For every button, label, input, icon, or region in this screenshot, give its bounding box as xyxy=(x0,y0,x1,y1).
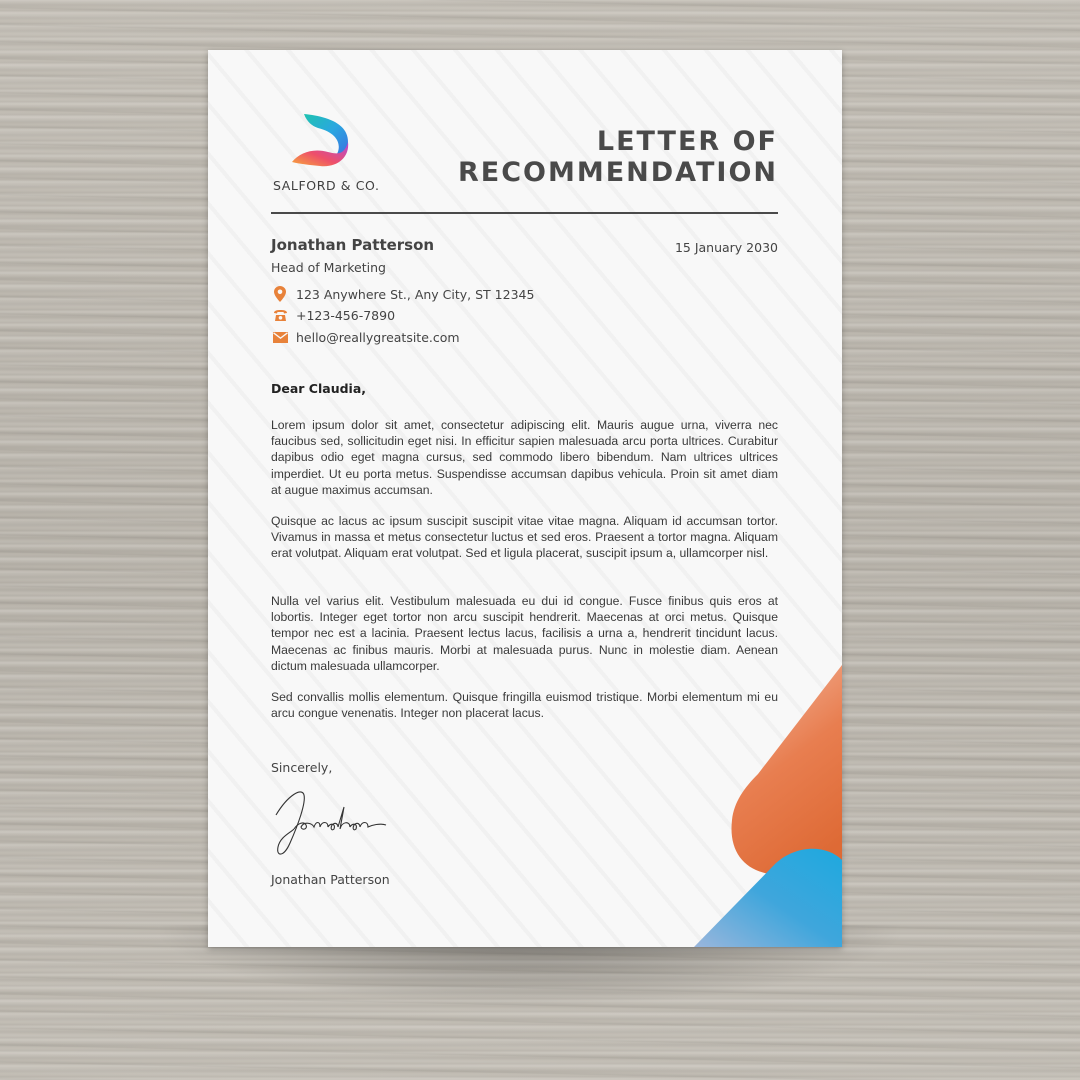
letter-page xyxy=(208,50,842,947)
body-paragraph-4: Sed convallis mollis elementum. Quisque fringilla euismod tristique. Morbi elementum mi eu arcu congue venenatis. Integer non placerat lacus. xyxy=(271,690,778,721)
header-divider xyxy=(271,212,778,214)
decorative-corner-shapes xyxy=(678,650,842,947)
map-pin-icon xyxy=(271,286,289,302)
contact-phone xyxy=(271,306,395,324)
title-line-2: RECOMMENDATION xyxy=(457,157,778,188)
sender-name: Jonathan Patterson xyxy=(271,236,435,254)
company-name: SALFORD & CO. xyxy=(273,178,380,193)
body-paragraph-1: Lorem ipsum dolor sit amet, consectetur adipiscing elit. Mauris augue urna, viverra nec faucibus sed, sollicitudin eget nisi. In efficitur sapien malesuada arcu porta ultrices. Curabitur dapibus odio eget magna cursus, sed commodo libero bibendum. Nam ultrices ultrices imperdiet. Ut eu porta metus. Suspendisse accumsan dapibus vehicula. Proin sit amet diam at augue maximus accumsan. xyxy=(271,418,778,497)
document-title xyxy=(458,126,778,188)
closing: Sincerely, xyxy=(271,760,333,775)
sender-role: Head of Marketing xyxy=(271,260,386,275)
signer-name: Jonathan Patterson xyxy=(271,872,390,887)
email-text: hello@reallygreatsite.com xyxy=(296,329,460,345)
envelope-icon xyxy=(271,329,289,345)
address-text: 123 Anywhere St., Any City, ST 12345 xyxy=(296,286,535,302)
phone-text: +123-456-7890 xyxy=(296,307,396,323)
contact-address xyxy=(271,285,534,303)
handwritten-signature xyxy=(268,785,418,865)
company-logo xyxy=(290,112,354,170)
contact-email xyxy=(271,328,460,346)
salutation: Dear Claudia, xyxy=(271,381,367,396)
title-line-1: LETTER OF xyxy=(596,126,778,157)
body-paragraph-3: Nulla vel varius elit. Vestibulum malesuada eu dui id congue. Fusce finibus quis eros at lobortis. Integer eget tortor non arcu suscipit hendrerit. Maecenas at orci metus. Quisque tempor nec est a lacinia. Praesent lectus lacus, facilisis a urna a, hendrerit tincidunt lacus. Maecenas ac finibus mauris. Morbi at malesuada purus. Nunc in molestie diam. Aenean dictum malesuada ullamcorper. xyxy=(271,594,778,673)
letter-date: 15 January 2030 xyxy=(674,240,778,255)
body-paragraph-2: Quisque ac lacus ac ipsum suscipit suscipit vitae vitae magna. Aliquam id accumsan tortor. Vivamus in massa et metus consectetur luctus et sed eros. Praesent a tortor magna. Aliquam erat volutpat. Aliquam erat volutpat. Sed et ligula placerat, suscipit ipsum a, ullamcorper nisl. xyxy=(271,514,778,561)
phone-icon xyxy=(271,307,289,323)
